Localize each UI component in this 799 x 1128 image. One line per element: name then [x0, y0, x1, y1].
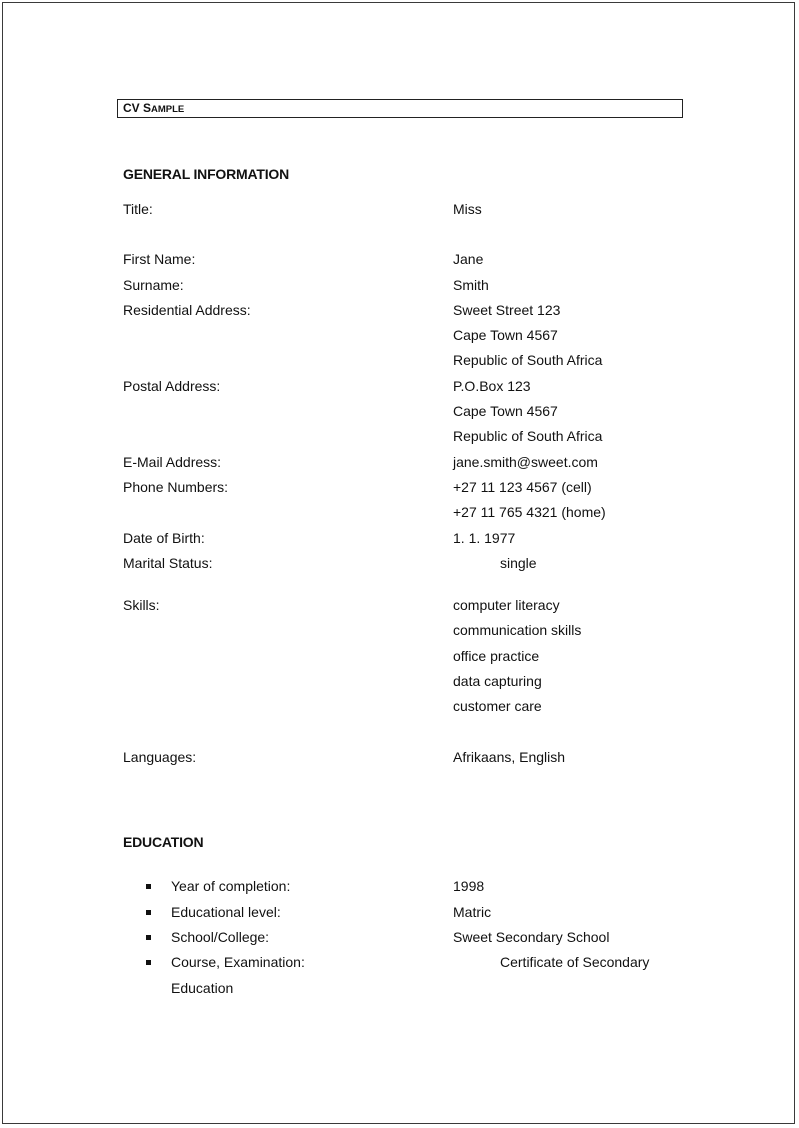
skills-row [0, 621, 799, 639]
residential-address-line: Cape Town 4567 [453, 327, 558, 343]
surname-label: Surname: [123, 277, 184, 293]
education-item-value: Sweet Secondary School [453, 929, 610, 945]
education-item-value: Matric [453, 904, 492, 920]
skills-row [0, 672, 799, 690]
education-item [0, 928, 799, 946]
education-item-label: Course, Examination: [171, 954, 305, 970]
date-of-birth-label: Date of Birth: [123, 530, 205, 546]
title-label: Title: [123, 201, 153, 217]
skills-row [0, 697, 799, 715]
education-item-label: Educational level: [171, 904, 281, 920]
education-item-continuation: Education [171, 980, 234, 996]
skills-row [0, 596, 799, 614]
bullet-icon [146, 884, 151, 889]
education-heading: EDUCATION [123, 834, 204, 850]
title-value: Miss [453, 201, 482, 217]
postal-address-line: Republic of South Africa [453, 428, 603, 444]
languages-value: Afrikaans, English [453, 749, 566, 765]
bullet-icon [146, 910, 151, 915]
skills-row [0, 647, 799, 665]
document-title-smallcaps: AMPLE [151, 104, 185, 115]
document-title-box [117, 99, 683, 118]
residential-address-row [0, 326, 799, 344]
email-label: E-Mail Address: [123, 454, 222, 470]
surname-value: Smith [453, 277, 489, 293]
document-title-prefix: CV S [123, 101, 152, 115]
languages-row [0, 748, 799, 766]
phone-row [0, 503, 799, 521]
bullet-icon [146, 935, 151, 940]
education-item-value: 1998 [453, 878, 485, 894]
residential-address-row [0, 351, 799, 369]
surname-row [0, 276, 799, 294]
residential-address-row [0, 301, 799, 319]
postal-address-row [0, 402, 799, 420]
phone-row [0, 478, 799, 496]
bullet-icon [146, 960, 151, 965]
postal-address-label: Postal Address: [123, 378, 221, 394]
general-information-heading: GENERAL INFORMATION [123, 166, 290, 182]
postal-address-row [0, 377, 799, 395]
education-item-label: School/College: [171, 929, 270, 945]
date-of-birth-row [0, 529, 799, 547]
phone-line: +27 11 123 4567 (cell) [453, 479, 592, 495]
phone-line: +27 11 765 4321 (home) [453, 504, 606, 520]
title-row [0, 200, 799, 218]
first-name-row [0, 250, 799, 268]
postal-address-line: P.O.Box 123 [453, 378, 531, 394]
first-name-value: Jane [453, 251, 484, 267]
marital-status-label: Marital Status: [123, 555, 213, 571]
education-item [0, 953, 799, 971]
education-item [0, 903, 799, 921]
residential-address-line: Sweet Street 123 [453, 302, 561, 318]
skill-item: communication skills [453, 622, 582, 638]
languages-label: Languages: [123, 749, 197, 765]
education-item-label: Year of completion: [171, 878, 291, 894]
first-name-label: First Name: [123, 251, 196, 267]
postal-address-row [0, 427, 799, 445]
date-of-birth-value: 1. 1. 1977 [453, 530, 516, 546]
phone-label: Phone Numbers: [123, 479, 229, 495]
skill-item: computer literacy [453, 597, 560, 613]
marital-status-value: single [500, 555, 537, 571]
skill-item: data capturing [453, 673, 542, 689]
education-item-value: Certificate of Secondary [500, 954, 650, 970]
email-row [0, 453, 799, 471]
residential-address-label: Residential Address: [123, 302, 251, 318]
skills-label: Skills: [123, 597, 160, 613]
education-item [0, 877, 799, 895]
skill-item: office practice [453, 648, 540, 664]
residential-address-line: Republic of South Africa [453, 352, 603, 368]
marital-status-row [0, 554, 799, 572]
postal-address-line: Cape Town 4567 [453, 403, 558, 419]
email-value: jane.smith@sweet.com [453, 454, 598, 470]
skill-item: customer care [453, 698, 542, 714]
